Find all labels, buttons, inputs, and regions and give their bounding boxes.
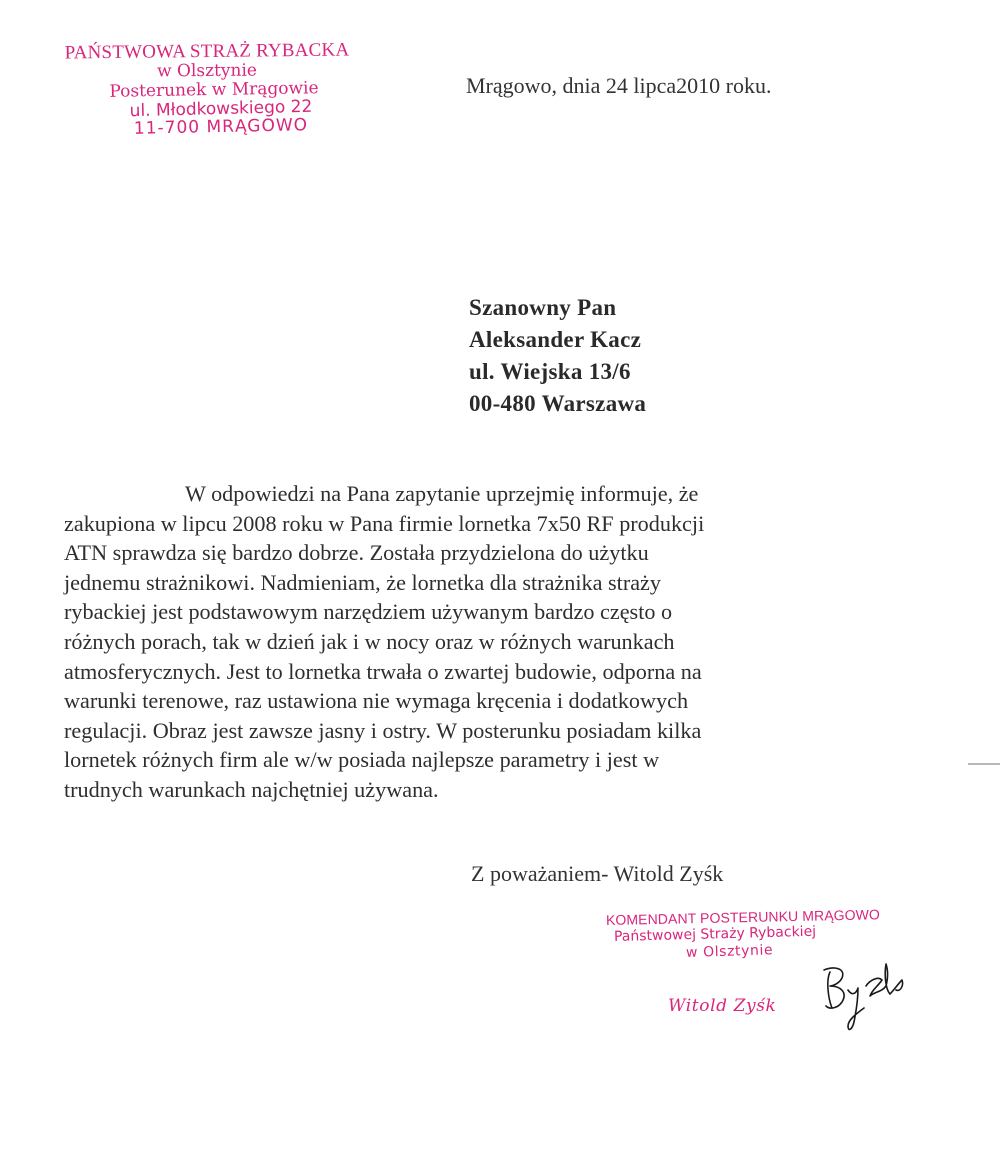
body-line: atmosferycznych. Jest to lornetka trwała o zwartej budowie, odporna na (64, 658, 702, 684)
letter-date: Mrągowo, dnia 24 lipca2010 roku. (466, 73, 772, 98)
recipient-address (469, 292, 646, 420)
body-line: regulacji. Obraz jest zawsze jasny i ostry. W posterunku posiadam kilka (64, 717, 702, 743)
letter-closing: Z poważaniem- Witold Zyśk (471, 861, 724, 886)
stamp-line-post: Posterunek w Mrągowie (109, 78, 319, 102)
handwritten-signature (812, 950, 912, 1040)
body-line: lornetek różnych firm ale w/w posiada najlepsze parametry i jest w (64, 747, 660, 773)
stamp-line-city: w Olsztynie (156, 60, 258, 82)
body-line: warunki terenowe, raz ustawiona nie wymaga kręcenia i dodatkowych (64, 688, 689, 714)
signature-stamp-institution: Państwowej Straży Rybackiej (613, 923, 817, 945)
body-line: ATN sprawdza się bardzo dobrze. Została przydzielona do użytku (64, 540, 649, 566)
body-line: trudnych warunkach najchętniej używana. (64, 776, 439, 802)
signature-stamp-city: w Olsztynie (685, 942, 774, 962)
body-line: rybackiej jest podstawowym narzędziem używanym bardzo często o (64, 599, 673, 625)
body-line: W odpowiedzi na Pana zapytanie uprzejmię informuje, że (185, 481, 699, 506)
recipient-city: 00-480 Warszawa (469, 391, 647, 416)
scan-artifact-line (968, 763, 1000, 765)
recipient-name: Aleksander Kacz (469, 327, 642, 352)
signature-stamp-name: Witold Zyśk (668, 996, 777, 1016)
letter-body (64, 479, 874, 805)
signature-stamp-title: KOMENDANT POSTERUNKU MRĄGOWO (605, 906, 881, 928)
recipient-street: ul. Wiejska 13/6 (469, 359, 631, 384)
stamp-line-street: ul. Młodkowskiego 22 (129, 96, 313, 122)
body-line: zakupiona w lipcu 2008 roku w Pana firmie lornetka 7x50 RF produkcji (64, 510, 705, 536)
recipient-salutation: Szanowny Pan (469, 295, 617, 320)
stamp-line-institution: PAŃSTWOWA STRAŻ RYBACKA (64, 39, 350, 64)
body-line: jednemu strażnikowi. Nadmieniam, że lornetka dla strażnika straży (64, 569, 661, 595)
stamp-line-postcode: 11-700 MRĄGOWO (133, 115, 309, 139)
body-line: różnych porach, tak w dzień jak i w nocy oraz w różnych warunkach (64, 628, 675, 654)
header-stamp (62, 39, 352, 139)
